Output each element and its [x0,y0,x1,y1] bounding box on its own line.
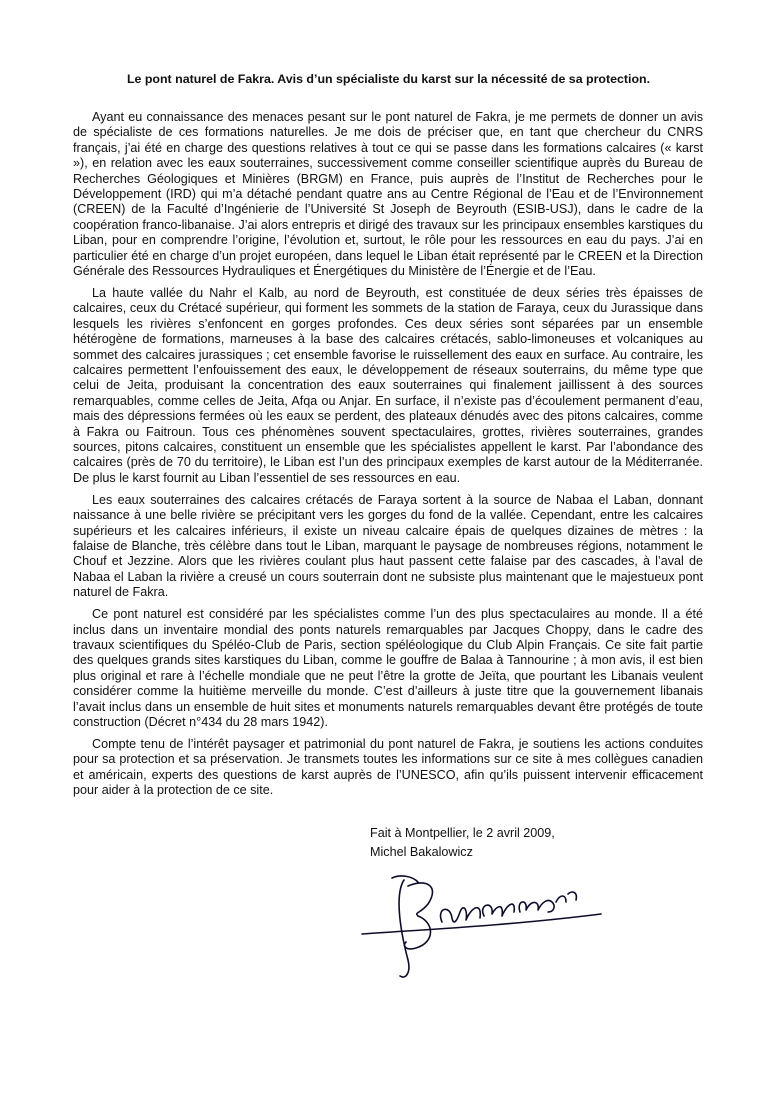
closing-block [370,824,555,862]
paragraph: Ayant eu connaissance des menaces pesant sur le pont naturel de Fakra, je me permets de donner un avis de spécialiste de ces formations naturelles. Je me dois de préciser que, en tant que chercheur du CNRS français, j’ai été en charge des questions relatives à tout ce qui se passe dans les formations calcaires (« karst »), en relation avec les eaux souterraines, successivement comme conseiller scientifique auprès du Bureau de Recherches Géologiques et Minières (BRGM) en France, puis auprès de l’Institut de Recherches pour le Développement (IRD) qui m’a détaché pendant quatre ans au Centre Régional de l’Eau et de l’Environnement (CREEN) de la Faculté d’Ingénierie de l’Université St Joseph de Beyrouth (ESIB-USJ), dans le cadre de la coopération franco-libanaise. J’ai alors entrepris et dirigé des travaux sur les principaux ensembles karstiques du Liban, pour en comprendre l’origine, l’évolution et, surtout, le rôle pour les ressources en eau du pays. J’ai en particulier été en charge d’un projet européen, dans lequel le Liban était représenté par le CREEN et la Direction Générale des Ressources Hydrauliques et Énergétiques du Ministère de l’Énergie et de l’Eau. [73,110,703,279]
handwritten-signature [356,872,606,987]
document-body [73,110,703,805]
document-title: Le pont naturel de Fakra. Avis d’un spécialiste du karst sur la nécessité de sa protection. [126,72,651,86]
author-name: Michel Bakalowicz [370,845,473,859]
paragraph: La haute vallée du Nahr el Kalb, au nord de Beyrouth, est constituée de deux séries très épaisses de calcaires, ceux du Crétacé supérieur, qui forment les sommets de la station de Faraya, ceux du Jurassique dans lesquels les rivières s’enfoncent en gorges profondes. Ces deux séries sont séparées par un ensemble hétérogène de formations, marneuses à la base des calcaires crétacés, sablo-limoneuses et volcaniques au sommet des calcaires jurassiques ; cet ensemble favorise le ruissellement des eaux en surface. Au contraire, les calcaires permettent l’enfouissement des eaux, le développement de réseaux souterrains, du même type que celui de Jeita, produisant la concentration des eaux souterraines qui finalement jaillissent à des sources remarquables, comme celles de Jeita, Afqa ou Anjar. En surface, il n’existe pas d’écoulement permanent d’eau, mais des dépressions fermées où les eaux se perdent, des plateaux dénudés avec des pitons calcaires, comme à Fakra ou Faitroun. Tous ces phénomènes souvent spectaculaires, grottes, rivières souterraines, grandes sources, pitons calcaires, constituent un ensemble que les spécialistes appellent le karst. Par l’abondance des calcaires (près de 70 du territoire), le Liban est l’un des principaux exemples de karst autour de la Méditerranée. De plus le karst fournit au Liban l’essentiel de ses ressources en eau. [73,285,703,485]
paragraph: Les eaux souterraines des calcaires crétacés de Faraya sortent à la source de Nabaa el Laban, donnant naissance à une belle rivière se précipitant vers les gorges du fond de la vallée. Cependant, entre les calcaires supérieurs et les calcaires inférieurs, il existe un niveau calcaire épais de quelques dizaines de mètres : la falaise de Blanche, très célèbre dans tout le Liban, marquant le paysage de nombreuses régions, notamment le Chouf et Jezzine. Alors que les rivières coulant plus haut passent cette falaise par des cascades, à l’aval de Nabaa el Laban la rivière a creusé un cours souterrain dont ne subsiste plus maintenant que le majestueux pont naturel de Fakra. [73,492,703,600]
paragraph: Compte tenu de l’intérêt paysager et patrimonial du pont naturel de Fakra, je soutiens les actions conduites pour sa protection et sa préservation. Je transmets toutes les informations sur ce site à mes collègues canadien et américain, experts des questions de karst auprès de l’UNESCO, afin qu’ils puissent intervenir efficacement pour aider à la protection de ce site. [73,736,703,798]
paragraph: Ce pont naturel est considéré par les spécialistes comme l’un des plus spectaculaires au monde. Il a été inclus dans un inventaire mondial des ponts naturels remarquables par Jacques Choppy, dans le cadre des travaux scientifiques du Spéléo-Club de Paris, section spéléologique du Club Alpin Français. Ce site fait partie des quelques grands sites karstiques du Liban, comme le gouffre de Balaa à Tannourine ; à mon avis, il est bien plus original et rare à l’échelle mondiale que ne peut l’être la grotte de Jeïta, que pourtant les Libanais veulent considérer comme la huitième merveille du monde. C’est d’ailleurs à juste titre que la gouvernement libanais l’avait inclus dans un ensemble de huit sites et monuments naturels remarquables devant être protégés de toute construction (Décret n°434 du 28 mars 1942). [73,607,703,729]
place-date: Fait à Montpellier, le 2 avril 2009, [370,826,555,840]
